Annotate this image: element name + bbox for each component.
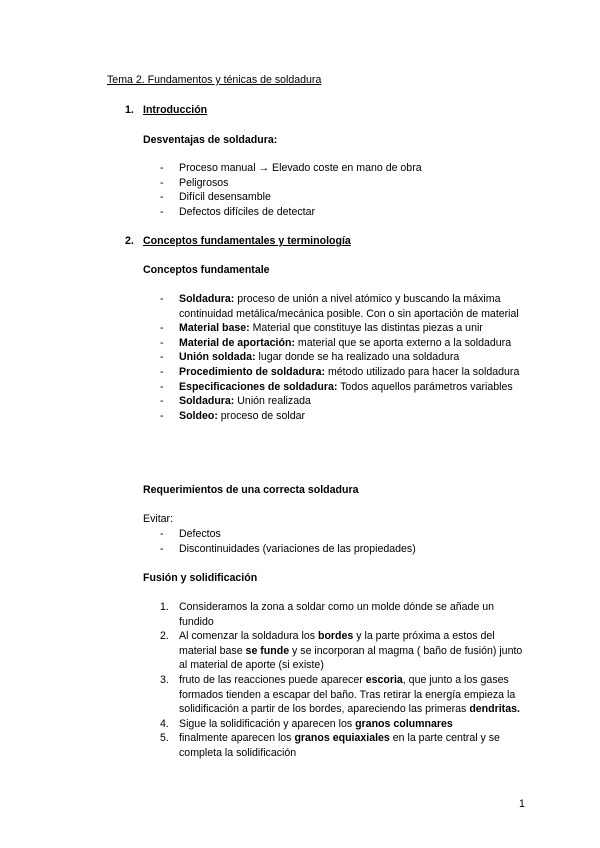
list-item: - Soldeo: proceso de soldar — [160, 409, 305, 422]
dash-bullet: - — [160, 528, 164, 540]
item-number: 5. — [160, 732, 169, 745]
concepts-list — [0, 292, 529, 423]
list-item: - Defectos difíciles de detectar — [160, 205, 316, 218]
section-2-number: 2. — [125, 235, 134, 247]
section-2-title: Conceptos fundamentales y terminología — [143, 235, 351, 247]
list-item: - Material de aportación: material que se aporta externo a la soldadura — [160, 336, 512, 349]
list-item: 1. Consideramos la zona a soldar como un molde dónde se añade un fundido — [160, 601, 495, 628]
dash-bullet: - — [160, 293, 164, 305]
list-item: 4. Sigue la solidificación y aparecen los granos columnares — [160, 717, 453, 730]
page-number: 1 — [519, 798, 525, 810]
list-item: 2. Al comenzar la soldadura los bordes y la parte próxima a estos del material base se funde y se incorporan al magma ( baño de fusión) junto al material de aporte (si existe) — [160, 630, 523, 672]
fusion-list — [0, 600, 529, 761]
list-item: - Defectos — [160, 528, 221, 540]
list-item: - Material base: Material que constituye las distintas piezas a unir — [160, 322, 483, 335]
dash-bullet: - — [160, 191, 164, 204]
disadvantages-list — [0, 161, 529, 219]
requirements-heading: Requerimientos de una correcta soldadura — [143, 484, 359, 496]
dash-bullet: - — [160, 380, 164, 393]
dash-bullet: - — [160, 409, 164, 422]
dash-bullet: - — [160, 176, 164, 189]
list-item: - Procedimiento de soldadura: método utilizado para hacer la soldadura — [160, 365, 520, 378]
item-number: 3. — [160, 673, 169, 686]
list-item: 3. fruto de las reacciones puede aparecer escoria, que junto a los gases formados tienden a escapar del baño. Tras retirar la energía empieza la solidificación a partir de los bordes, apareciendo las primeras dendritas. — [160, 673, 520, 716]
document-title: Tema 2. Fundamentos y ténicas de soldadura — [107, 74, 322, 86]
disadvantages-heading: Desventajas de soldadura: — [143, 134, 278, 146]
dash-bullet: - — [160, 351, 164, 364]
list-item: - Proceso manual → Elevado coste en mano de obra — [160, 162, 422, 174]
list-item: - Difícil desensamble — [160, 191, 271, 204]
list-item: - Discontinuidades (variaciones de las propiedades) — [160, 542, 416, 555]
list-item: - Soldadura: proceso de unión a nivel atómico y buscando la máxima continuidad metálica/mecánica posible. Con o sin aportación de material — [160, 293, 519, 320]
item-number: 2. — [160, 630, 169, 643]
concepts-heading: Conceptos fundamentale — [143, 264, 270, 276]
section-1-title: Introducción — [143, 104, 208, 116]
list-item: - Soldadura: Unión realizada — [160, 395, 311, 408]
fusion-heading: Fusión y solidificación — [143, 572, 258, 584]
requirements-list — [0, 527, 529, 556]
section-1-number: 1. — [125, 104, 134, 116]
avoid-label: Evitar: — [143, 513, 174, 525]
dash-bullet: - — [160, 162, 164, 174]
list-item: - Peligrosos — [160, 176, 229, 189]
list-item: 5. finalmente aparecen los granos equiaxiales en la parte central y se completa la solidificación — [160, 732, 500, 759]
dash-bullet: - — [160, 395, 164, 408]
list-item: - Especificaciones de soldadura: Todos aquellos parámetros variables — [160, 380, 513, 393]
dash-bullet: - — [160, 542, 164, 555]
list-item: - Unión soldada: lugar donde se ha realizado una soldadura — [160, 351, 460, 364]
dash-bullet: - — [160, 336, 164, 349]
item-number: 4. — [160, 717, 169, 730]
item-number: 1. — [160, 601, 169, 613]
dash-bullet: - — [160, 322, 164, 335]
dash-bullet: - — [160, 205, 164, 218]
dash-bullet: - — [160, 365, 164, 378]
